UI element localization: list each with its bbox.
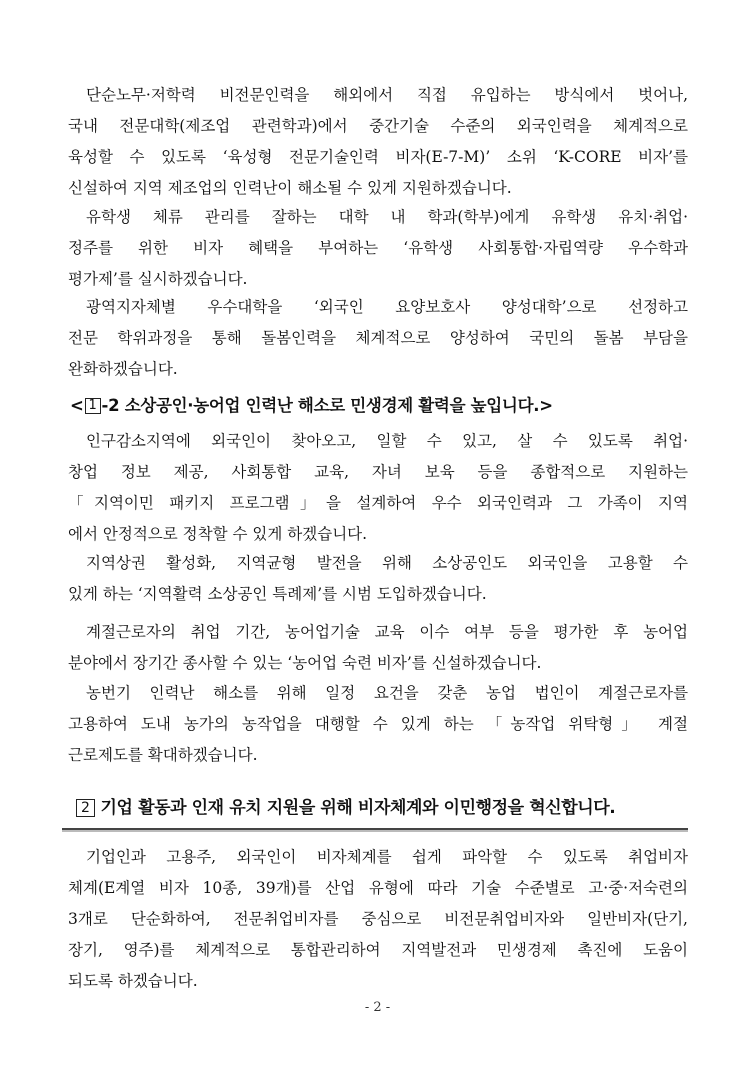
text-line: 장기, 영주)를 체계적으로 통합관리하여 지역발전과 민생경제 촉진에 도움이 [68, 941, 688, 959]
text-line: 인구감소지역에 외국인이 찾아오고, 일할 수 있고, 살 수 있도록 취업· [86, 432, 688, 450]
text-line: 광역지자체별 우수대학을 ‘외국인 요양보호사 양성대학’으로 선정하고 [86, 298, 688, 316]
text-line: 분야에서 장기간 종사할 수 있는 ‘농어업 숙련 비자’를 신설하겠습니다. [68, 654, 542, 672]
paragraph-regional-immigration [68, 426, 688, 550]
paragraph-agri-visa [68, 617, 688, 679]
text-line: 정주를 위한 비자 혜택을 부여하는 ‘유학생 사회통합·자립역량 우수학과 [68, 239, 688, 257]
text-line: 지역상권 활성화, 지역균형 발전을 위해 소상공인도 외국인을 고용할 수 [86, 554, 688, 572]
boxed-number: 1 [85, 398, 101, 414]
text-line: 근로제도를 확대하겠습니다. [68, 746, 258, 764]
paragraph-student-evaluation [68, 202, 688, 295]
paragraph-visa-system [68, 842, 688, 997]
section-heading [62, 792, 688, 830]
text-line: 국내 전문대학(제조업 관련학과)에서 중간기술 수준의 외국인력을 체계적으로 [68, 117, 688, 135]
text-line: 평가제’를 실시하겠습니다. [68, 270, 248, 288]
text-line: 「지역이민 패키지 프로그램」을 설계하여 우수 외국인력과 그 가족이 지역 [68, 494, 688, 512]
text-line: 창업 정보 제공, 사회통합 교육, 자녀 보육 등을 종합적으로 지원하는 [68, 463, 688, 481]
text-line: 육성할 수 있도록 ‘육성형 전문기술인력 비자(E-7-M)’ 소위 ‘K-CORE 비자’를 [68, 148, 688, 166]
subheading-open-bracket: < [70, 396, 84, 415]
subheading [70, 392, 700, 416]
text-line: 농번기 인력난 해소를 위해 일정 요건을 갖춘 농업 법인이 계절근로자를 [86, 684, 688, 702]
text-line: 3개로 단순화하여, 전문취업비자를 중심으로 비전문취업비자와 일반비자(단기, [68, 910, 688, 928]
subheading-close-bracket: > [539, 396, 553, 415]
text-line: 계절근로자의 취업 기간, 농어업기술 교육 이수 여부 등을 평가한 후 농어업 [86, 623, 688, 641]
text-line: 전문 학위과정을 통해 돌봄인력을 체계적으로 양성하여 국민의 돌봄 부담을 [68, 329, 688, 347]
subheading-text: -2 소상공인·농어업 인력난 해소로 민생경제 활력을 높입니다. [101, 396, 540, 415]
page-number: - 2 - [364, 1000, 391, 1015]
text-line: 에서 안정적으로 정착할 수 있게 하겠습니다. [68, 525, 368, 543]
text-line: 체계(E계열 비자 10종, 39개)를 산업 유형에 따라 기술 수준별로 고·중·저숙련의 [68, 879, 688, 897]
paragraph-small-business [68, 548, 688, 610]
text-line: 되도록 하겠습니다. [68, 972, 198, 990]
section-number-box: 2 [76, 799, 95, 817]
text-line: 고용하여 도내 농가의 농작업을 대행할 수 있게 하는 「농작업 위탁형」 계절 [68, 715, 688, 733]
paragraph-caregiver-college [68, 292, 688, 385]
text-line: 단순노무·저학력 비전문인력을 해외에서 직접 유입하는 방식에서 벗어나, [86, 86, 688, 104]
paragraph-k-core-visa [68, 80, 688, 204]
text-line: 완화하겠습니다. [68, 360, 178, 378]
paragraph-seasonal-workers [68, 678, 688, 771]
text-line: 유학생 체류 관리를 잘하는 대학 내 학과(학부)에게 유학생 유치·취업· [86, 208, 688, 226]
text-line: 신설하여 지역 제조업의 인력난이 해소될 수 있게 지원하겠습니다. [68, 179, 512, 197]
text-line: 있게 하는 ‘지역활력 소상공인 특례제’를 시범 도입하겠습니다. [68, 585, 487, 603]
text-line: 기업인과 고용주, 외국인이 비자체계를 쉽게 파악할 수 있도록 취업비자 [86, 848, 688, 866]
section-heading-text: 기업 활동과 인재 유치 지원을 위해 비자체계와 이민행정을 혁신합니다. [100, 798, 616, 818]
